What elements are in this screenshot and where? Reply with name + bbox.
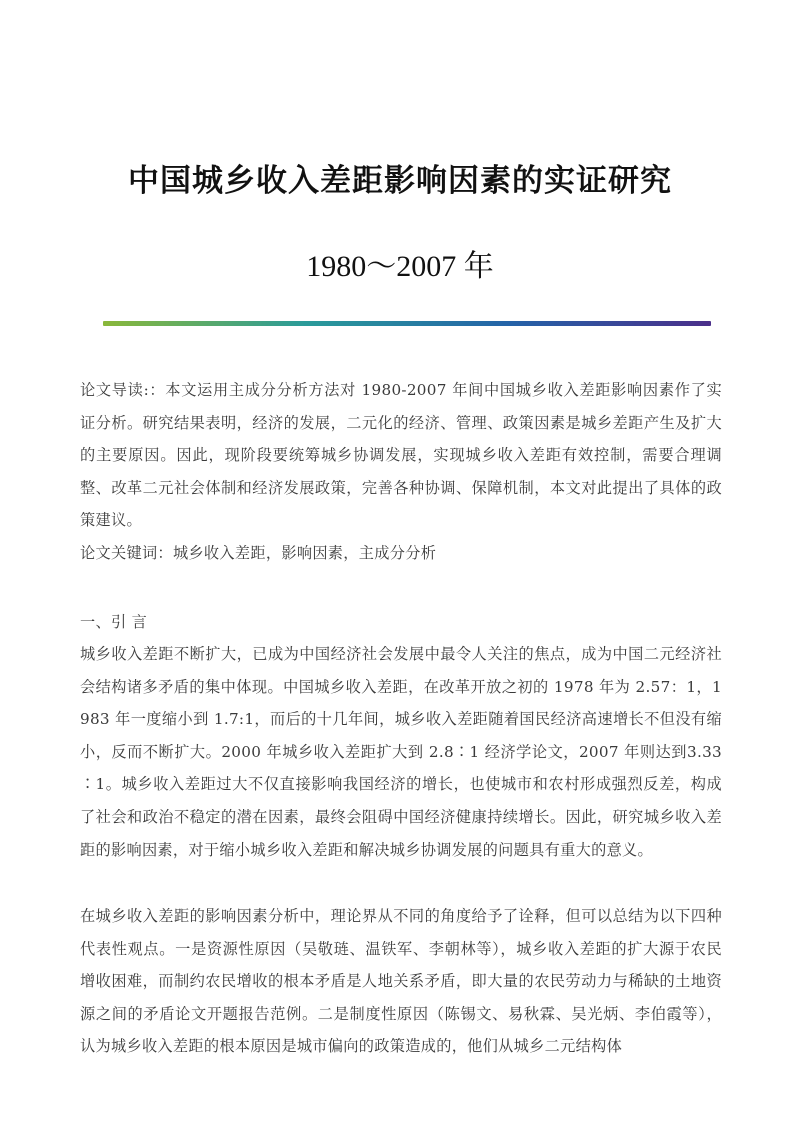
document-subtitle-years: 1980～2007 年 <box>306 250 494 283</box>
document-title: 中国城乡收入差距影响因素的实证研究 <box>128 163 672 199</box>
title-divider-gradient <box>103 321 711 326</box>
section-heading-introduction: 一、引 言 <box>80 613 148 631</box>
abstract-label: 论文导读:： <box>80 381 166 399</box>
keywords-text: 城乡收入差距，影响因素，主成分分析 <box>172 544 437 562</box>
abstract-paragraph <box>80 374 722 537</box>
keywords-label: 论文关键词： <box>80 544 173 562</box>
keywords-paragraph <box>80 537 722 570</box>
body-paragraph-2: 在城乡收入差距的影响因素分析中，理论界从不同的角度给予了诠释，但可以总结为以下四种代表性观点。一是资源性原因（吴敬琏、温铁军、李朝林等），城乡收入差距的扩大源于农民增收困难，而制约农民增收的根本矛盾是人地关系矛盾，即大量的农民劳动力与稀缺的土地资源之间的矛盾论文开题报告范例。二是制度性原因（陈锡文、易秋霖、吴光炳、李伯霞等），认为城乡收入差距的根本原因是城市偏向的政策造成的，他们从城乡二元结构体 <box>80 907 722 1056</box>
body-paragraph-1: 城乡收入差距不断扩大，已成为中国经济社会发展中最令人关注的焦点，成为中国二元经济社会结构诸多矛盾的集中体现。中国城乡收入差距，在改革开放之初的 1978 年为 2.57：1，1983 年一度缩小到 1.7:1，而后的十几年间，城乡收入差距随着国民经济高速增长不但没有缩小，反而不断扩大。2000 年城乡收入差距扩大到 2.8∶1 经济学论文，2007 年则达到3.33∶1。城乡收入差距过大不仅直接影响我国经济的增长，也使城市和农村形成强烈反差，构成了社会和政治不稳定的潜在因素，最终会阻碍中国经济健康持续增长。因此，研究城乡收入差距的影响因素，对于缩小城乡收入差距和解决城乡协调发展的问题具有重大的意义。 <box>80 645 722 859</box>
abstract-text: 本文运用主成分分析方法对 1980-2007 年间中国城乡收入差距影响因素作了实证分析。研究结果表明，经济的发展，二元化的经济、管理、政策因素是城乡差距产生及扩大的主要原因。因此，现阶段要统筹城乡协调发展，实现城乡收入差距有效控制，需要合理调整、改革二元社会体制和经济发展政策，完善各种协调、保障机制，本文对此提出了具体的政策建议。 <box>80 381 722 530</box>
